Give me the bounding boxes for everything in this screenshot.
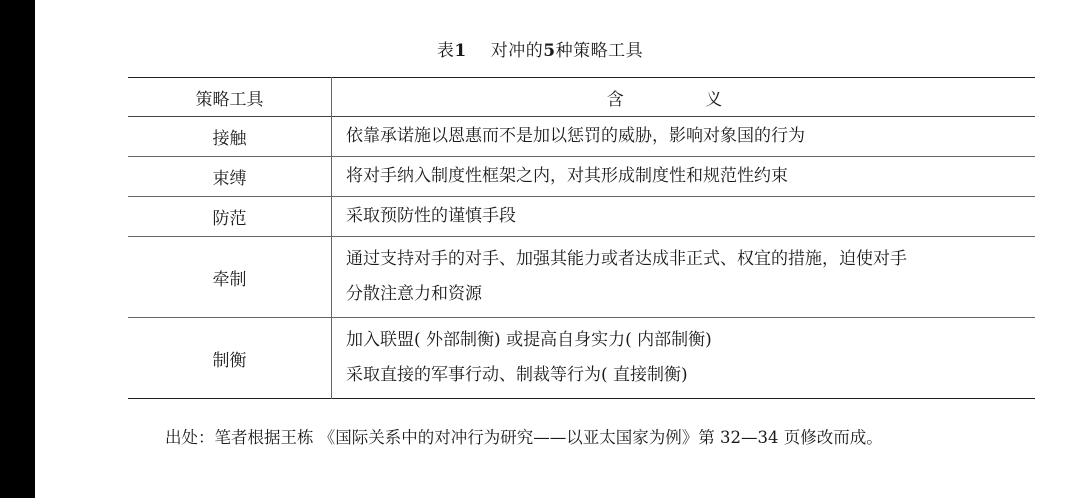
meaning-cell [332, 237, 1036, 318]
table-row [128, 318, 1035, 399]
meaning-line: 将对手纳入制度性框架之内，对其形成制度性和规范性约束 [346, 166, 788, 186]
strategy-table [128, 77, 1035, 399]
table-row [128, 157, 1035, 197]
left-edge-shadow [0, 0, 35, 498]
meaning-line: 通过支持对手的对手、加强其能力或者达成非正式、权宜的措施，迫使对手 [346, 249, 907, 269]
tool-cell: 牵制 [128, 237, 332, 318]
tool-cell: 束缚 [128, 157, 332, 197]
caption-title-a: 对冲的 [490, 41, 544, 61]
caption-title-b: 种策略工具 [555, 41, 644, 61]
meaning-line: 分散注意力和资源 [346, 284, 482, 304]
table-row [128, 197, 1035, 237]
table-row [128, 117, 1035, 157]
meaning-cell [332, 318, 1036, 399]
tool-cell: 制衡 [128, 318, 332, 399]
tool-cell: 接触 [128, 117, 332, 157]
header-tool: 策略工具 [128, 78, 332, 117]
meaning-cell [332, 117, 1036, 157]
source-note: 出处：笔者根据王栋 《国际关系中的对冲行为研究——以亚太国家为例》第 32—34 页修改而成。 [165, 428, 883, 447]
meaning-line: 采取直接的军事行动、制裁等行为( 直接制衡) [346, 365, 688, 385]
caption-prefix: 表 [436, 41, 455, 61]
caption-title-number: 5 [543, 41, 556, 61]
meaning-cell [332, 197, 1036, 237]
table-caption [0, 36, 1080, 61]
tool-cell: 防范 [128, 197, 332, 237]
header-meaning: 含 义 [606, 89, 761, 110]
caption-number: 1 [454, 41, 467, 61]
table-header-row [128, 78, 1035, 117]
meaning-line: 加入联盟( 外部制衡) 或提高自身实力( 内部制衡) [346, 330, 712, 350]
table-row [128, 237, 1035, 318]
meaning-line: 采取预防性的谨慎手段 [346, 206, 516, 226]
meaning-line: 依靠承诺施以恩惠而不是加以惩罚的威胁，影响对象国的行为 [346, 126, 805, 146]
meaning-cell [332, 157, 1036, 197]
